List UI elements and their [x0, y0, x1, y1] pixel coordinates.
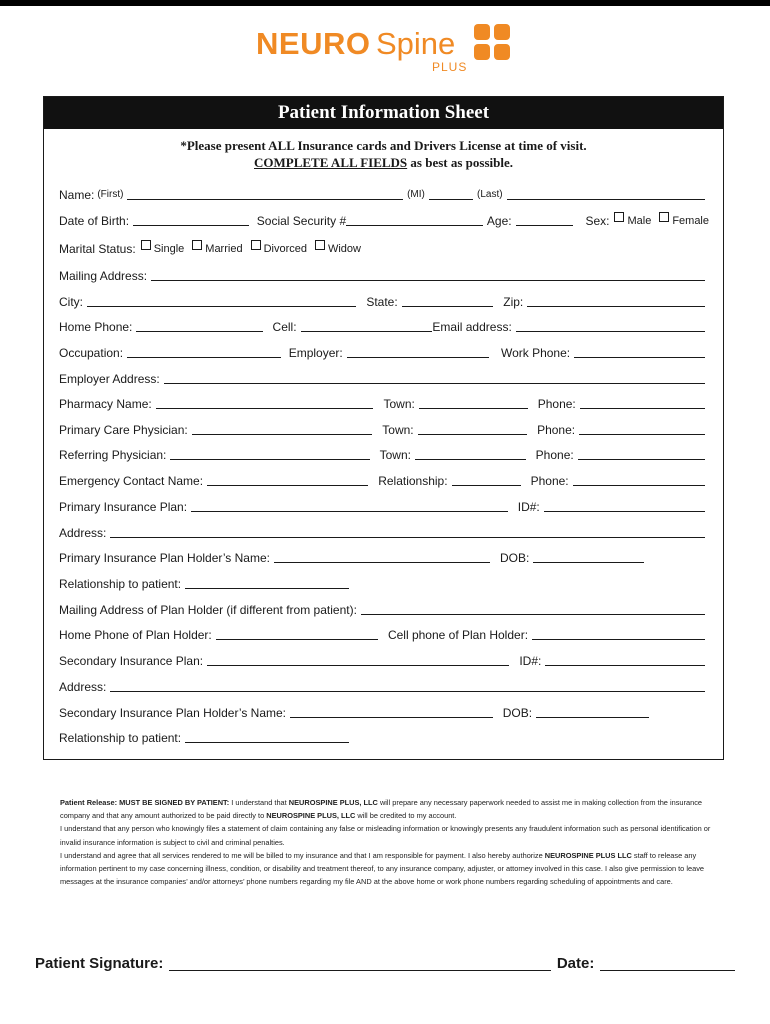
pcp-phone-field[interactable]: [579, 421, 705, 435]
release-text-1c: will be credited to my account.: [355, 811, 457, 821]
employer-address-label: Employer Address:: [59, 372, 160, 386]
marital-single-checkbox[interactable]: [141, 240, 151, 250]
secondary-holder-dob-field[interactable]: [536, 704, 649, 718]
pcp-phone-label: Phone:: [537, 423, 576, 437]
pcp-town-field[interactable]: [418, 421, 527, 435]
pcp-field[interactable]: [192, 421, 373, 435]
secondary-relationship-field[interactable]: [185, 729, 349, 743]
employer-field[interactable]: [347, 344, 489, 358]
pharmacy-phone-label: Phone:: [537, 397, 576, 411]
holder-mailing-label: Mailing Address of Plan Holder (if different from patient):: [59, 603, 357, 617]
emergency-field[interactable]: [207, 472, 368, 486]
secondary-address-row: [59, 678, 709, 696]
email-field[interactable]: [516, 318, 705, 332]
secondary-id-field[interactable]: [545, 652, 705, 666]
patient-release-text: [60, 796, 720, 888]
ssn-label: Social Security #: [256, 214, 347, 228]
secondary-relationship-label: Relationship to patient:: [59, 731, 182, 745]
marital-widow-checkbox[interactable]: [315, 240, 325, 250]
occupation-field[interactable]: [127, 344, 281, 358]
pharmacy-town-field[interactable]: [419, 395, 528, 409]
primary-plan-field[interactable]: [191, 498, 508, 512]
primary-address-field[interactable]: [110, 524, 705, 538]
home-phone-label: Home Phone:: [59, 320, 133, 334]
mailing-row: [59, 267, 709, 285]
signature-row: [35, 954, 735, 974]
release-text-2: I understand that any person who knowingly files a statement of claim containing any false or misleading information or knowingly presents any fraudulent information such as personal identification or invalid insurance information is subject to civil and criminal penalties.: [60, 824, 711, 847]
primary-id-field[interactable]: [544, 498, 705, 512]
age-label: Age:: [486, 214, 512, 228]
secondary-holder-label: Secondary Insurance Plan Holder’s Name:: [59, 706, 287, 720]
holder-mailing-field[interactable]: [361, 601, 705, 615]
primary-holder-dob-field[interactable]: [533, 549, 644, 563]
primary-holder-dob-label: DOB:: [499, 551, 530, 565]
marital-divorced-label: Divorced: [263, 243, 307, 255]
release-company-2: NEUROSPINE PLUS, LLC: [266, 811, 356, 821]
work-phone-field[interactable]: [574, 344, 705, 358]
zip-label: Zip:: [503, 295, 524, 309]
middle-initial-label: (MI): [407, 189, 425, 200]
form-title: Patient Information Sheet: [44, 97, 723, 129]
age-field[interactable]: [516, 212, 574, 226]
primary-plan-row: [59, 498, 709, 516]
secondary-holder-field[interactable]: [290, 704, 493, 718]
last-name-label: (Last): [476, 189, 503, 200]
secondary-id-label: ID#:: [519, 654, 542, 668]
sex-male-checkbox[interactable]: [614, 212, 624, 222]
home-phone-field[interactable]: [136, 318, 262, 332]
first-name-field[interactable]: [127, 186, 403, 200]
primary-relationship-row: [59, 575, 353, 593]
name-label: Name:: [59, 188, 95, 202]
form-instructions: [44, 137, 723, 171]
emergency-label: Emergency Contact Name:: [59, 474, 204, 488]
referring-phone-field[interactable]: [578, 446, 705, 460]
release-company-1: NEUROSPINE PLUS, LLC: [288, 798, 378, 807]
primary-relationship-field[interactable]: [185, 575, 349, 589]
primary-address-row: [59, 524, 709, 542]
plus-cross-icon: [474, 24, 510, 60]
secondary-holder-dob-label: DOB:: [502, 706, 533, 720]
name-row: [59, 186, 709, 204]
release-text-1b: will prepare any necessary paperwork needed to assist me in making collection from the insurance company and that any amount authorized to be paid directly to: [60, 798, 703, 821]
pcp-row: [59, 421, 709, 439]
primary-holder-field[interactable]: [274, 549, 490, 563]
secondary-address-field[interactable]: [110, 678, 705, 692]
pharmacy-phone-field[interactable]: [580, 395, 705, 409]
dob-field[interactable]: [133, 212, 249, 226]
first-name-label: (First): [97, 189, 124, 200]
referring-row: [59, 446, 709, 464]
cell-field[interactable]: [301, 318, 433, 332]
marital-row: [59, 240, 709, 258]
occupation-row: [59, 344, 709, 362]
mailing-address-label: Mailing Address:: [59, 269, 148, 283]
marital-widow-label: Widow: [327, 243, 361, 255]
release-text-3a: I understand and agree that all services rendered to me will be billed to my insurance and that I am responsible for payment. I also hereby authorize: [60, 850, 545, 860]
signature-label: Patient Signature:: [35, 955, 164, 972]
primary-address-label: Address:: [59, 526, 107, 540]
primary-holder-row: [59, 549, 709, 567]
primary-holder-label: Primary Insurance Plan Holder’s Name:: [59, 551, 270, 565]
primary-id-label: ID#:: [517, 500, 540, 514]
city-label: City:: [59, 295, 83, 309]
primary-relationship-label: Relationship to patient:: [59, 577, 182, 591]
sex-female-checkbox[interactable]: [659, 212, 669, 222]
city-field[interactable]: [87, 293, 356, 307]
instruction-rest: as best as possible.: [407, 155, 513, 170]
marital-label: Marital Status:: [59, 242, 136, 256]
release-company-3: NEUROSPINE PLUS LLC: [544, 850, 632, 860]
date-label: Date:: [556, 955, 595, 972]
pharmacy-field[interactable]: [156, 395, 374, 409]
sex-female-label: Female: [672, 215, 709, 227]
referring-phone-label: Phone:: [535, 448, 574, 462]
pharmacy-label: Pharmacy Name:: [59, 397, 152, 411]
holder-home-phone-field[interactable]: [216, 626, 378, 640]
dob-row: [59, 212, 709, 230]
emergency-row: [59, 472, 709, 490]
neurospine-logo: [256, 22, 516, 78]
pcp-town-label: Town:: [382, 423, 414, 437]
instruction-line-2: [44, 154, 723, 171]
holder-cell-field[interactable]: [532, 626, 705, 640]
ssn-field[interactable]: [346, 212, 483, 226]
referring-field[interactable]: [170, 446, 369, 460]
secondary-plan-field[interactable]: [207, 652, 509, 666]
instruction-underlined: COMPLETE ALL FIELDS: [254, 155, 408, 170]
release-text-1a: I understand that: [229, 798, 289, 807]
occupation-label: Occupation:: [59, 346, 124, 360]
holder-home-phone-label: Home Phone of Plan Holder:: [59, 628, 212, 642]
marital-divorced-checkbox[interactable]: [251, 240, 261, 250]
state-field[interactable]: [402, 293, 494, 307]
release-text-3b: staff to release any information pertinent to my case concerning illness, condition, or disability and treatment thereof, to any insurance company, adjuster, or attorney involved in this case. I also give permission to leave messages at the insurance companies’ and/or attorneys’ phone numbers regarding my file AND at the above home or work phone numbers regarding scheduling of appointments and care.: [60, 850, 705, 887]
date-field[interactable]: [600, 954, 735, 971]
dob-label: Date of Birth:: [59, 214, 130, 228]
signature-field[interactable]: [169, 954, 550, 971]
holder-phone-row: [59, 626, 709, 644]
emergency-relationship-label: Relationship:: [378, 474, 448, 488]
secondary-plan-row: [59, 652, 709, 670]
holder-cell-label: Cell phone of Plan Holder:: [387, 628, 529, 642]
middle-initial-field[interactable]: [429, 186, 473, 200]
marital-single-label: Single: [153, 243, 185, 255]
sex-male-label: Male: [627, 215, 652, 227]
primary-plan-label: Primary Insurance Plan:: [59, 500, 188, 514]
marital-married-label: Married: [205, 243, 243, 255]
phone-row: [59, 318, 709, 336]
employer-address-field[interactable]: [164, 370, 705, 384]
release-lead: Patient Release: MUST BE SIGNED BY PATIENT:: [60, 798, 230, 807]
work-phone-label: Work Phone:: [500, 346, 571, 360]
last-name-field[interactable]: [507, 186, 705, 200]
zip-field[interactable]: [527, 293, 705, 307]
emergency-phone-label: Phone:: [530, 474, 569, 488]
referring-label: Referring Physician:: [59, 448, 167, 462]
pharmacy-row: [59, 395, 709, 413]
emergency-relationship-field[interactable]: [452, 472, 521, 486]
holder-mailing-row: [59, 601, 709, 619]
marital-married-checkbox[interactable]: [192, 240, 202, 250]
pharmacy-town-label: Town:: [383, 397, 415, 411]
secondary-holder-row: [59, 704, 709, 722]
mailing-address-field[interactable]: [151, 267, 705, 281]
referring-town-field[interactable]: [415, 446, 526, 460]
secondary-plan-label: Secondary Insurance Plan:: [59, 654, 204, 668]
referring-town-label: Town:: [379, 448, 411, 462]
logo-plus-text: PLUS: [432, 60, 468, 74]
logo-neuro-text: NEURO: [256, 26, 371, 61]
emergency-phone-field[interactable]: [573, 472, 705, 486]
instruction-line-1: *Please present ALL Insurance cards and Drivers License at time of visit.: [180, 138, 587, 153]
top-border: [0, 0, 770, 6]
secondary-relationship-row: [59, 729, 353, 747]
email-label: Email address:: [432, 320, 512, 334]
sex-label: Sex:: [585, 214, 610, 228]
employer-label: Employer:: [288, 346, 343, 360]
logo-spine-text: Spine: [376, 26, 456, 61]
employer-address-row: [59, 370, 709, 388]
pcp-label: Primary Care Physician:: [59, 423, 188, 437]
city-row: [59, 293, 709, 311]
patient-information-form: [43, 96, 724, 760]
cell-label: Cell:: [272, 320, 297, 334]
secondary-address-label: Address:: [59, 680, 107, 694]
state-label: State:: [366, 295, 398, 309]
